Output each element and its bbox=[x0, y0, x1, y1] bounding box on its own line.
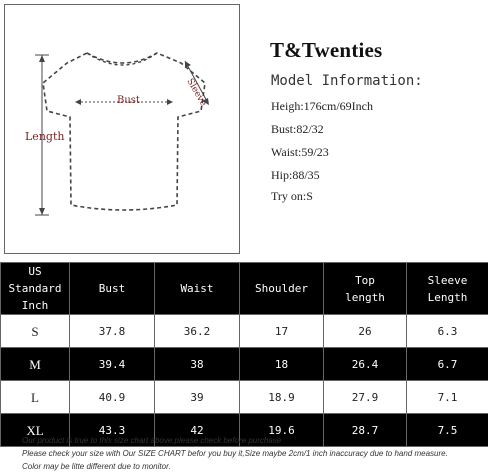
table-row bbox=[1, 315, 488, 348]
table-row bbox=[1, 381, 488, 414]
header-top-length: Top length bbox=[324, 263, 407, 315]
model-height: Heigh:176cm/69Inch bbox=[271, 99, 373, 113]
bust-label: Bust bbox=[117, 95, 140, 106]
model-try-on: Try on:S bbox=[271, 189, 313, 203]
sleeve-length-cell: 7.1 bbox=[407, 381, 488, 414]
size-chart-header-row bbox=[1, 263, 488, 315]
shoulder-cell: 18 bbox=[240, 348, 324, 381]
sleeve-length-cell: 7.5 bbox=[407, 414, 488, 447]
shoulder-cell: 19.6 bbox=[240, 414, 324, 447]
size-cell: XL bbox=[1, 414, 70, 447]
bust-cell: 37.8 bbox=[70, 315, 155, 348]
sleeve-label: Sleeve bbox=[184, 77, 209, 109]
sleeve-length-cell: 6.7 bbox=[407, 348, 488, 381]
header-shoulder: Shoulder bbox=[240, 263, 324, 315]
note-true-to-size: Our product is true to this size chart above,please check before purchase bbox=[22, 436, 282, 445]
model-bust: Bust:82/32 bbox=[271, 122, 324, 136]
sleeve-length-cell: 6.3 bbox=[407, 315, 488, 348]
top-length-cell: 28.7 bbox=[324, 414, 407, 447]
shoulder-cell: 18.9 bbox=[240, 381, 324, 414]
shoulder-cell: 17 bbox=[240, 315, 324, 348]
model-waist: Waist:59/23 bbox=[271, 145, 329, 159]
model-hip: Hip:88/35 bbox=[271, 168, 320, 182]
waist-cell: 36.2 bbox=[155, 315, 240, 348]
header-waist: Waist bbox=[155, 263, 240, 315]
size-cell: M bbox=[1, 348, 70, 381]
top-length-cell: 26 bbox=[324, 315, 407, 348]
header-sleeve-length: Sleeve Length bbox=[407, 263, 488, 315]
top-length-cell: 26.4 bbox=[324, 348, 407, 381]
bust-cell: 39.4 bbox=[70, 348, 155, 381]
waist-cell: 39 bbox=[155, 381, 240, 414]
length-label: Length bbox=[25, 130, 65, 143]
size-cell: L bbox=[1, 381, 70, 414]
top-length-cell: 27.9 bbox=[324, 381, 407, 414]
header-bust: Bust bbox=[70, 263, 155, 315]
header-size: US Standard Inch bbox=[1, 263, 70, 315]
note-check-size: Please check your size with Our SIZE CHART befor you buy it,Size maybe 2cm/1 inch inaccuracy due to hand measure. bbox=[22, 449, 448, 458]
table-row bbox=[1, 348, 488, 381]
waist-cell: 42 bbox=[155, 414, 240, 447]
note-color: Color may be litte different due to monitor. bbox=[22, 462, 171, 471]
model-info-title: Model Information: bbox=[271, 73, 423, 89]
brand-name: T&Twenties bbox=[270, 38, 383, 62]
bust-cell: 40.9 bbox=[70, 381, 155, 414]
tshirt-diagram bbox=[4, 4, 240, 254]
size-chart-table bbox=[0, 262, 488, 447]
size-cell: S bbox=[1, 315, 70, 348]
bust-cell: 43.3 bbox=[70, 414, 155, 447]
waist-cell: 38 bbox=[155, 348, 240, 381]
